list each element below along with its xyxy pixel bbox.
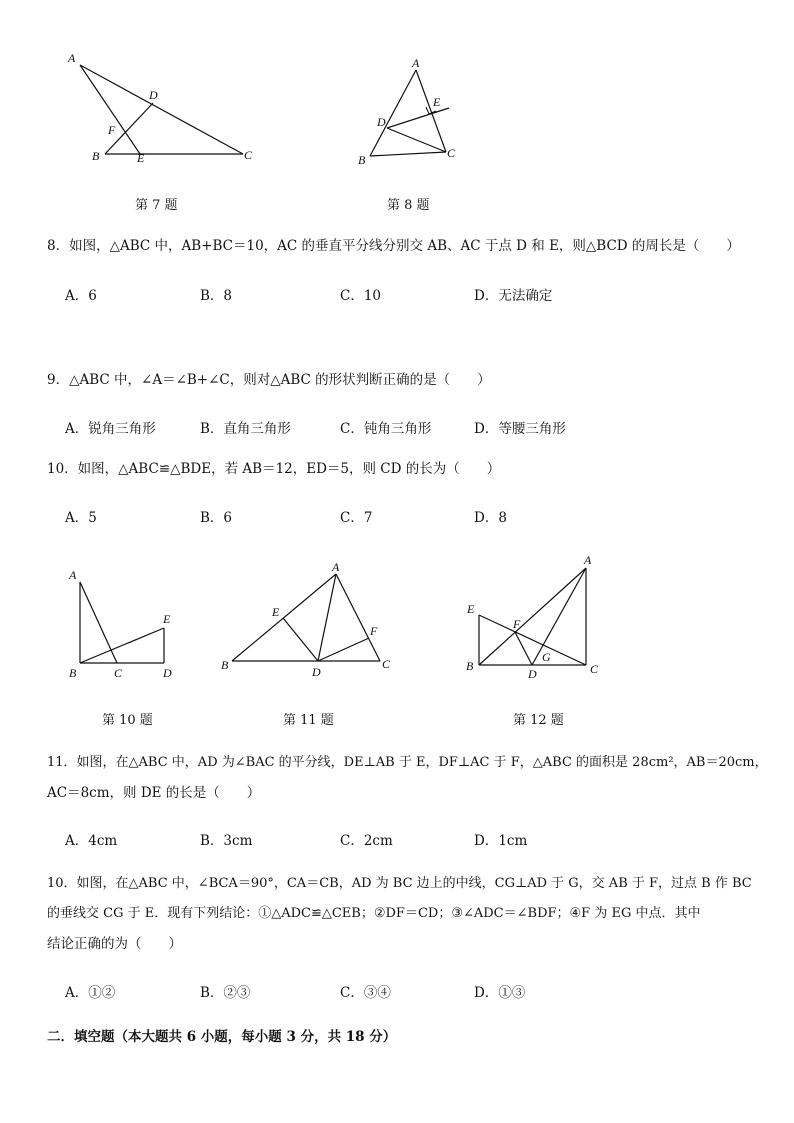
q10-option-b: B．6 bbox=[200, 510, 233, 526]
q8-option-b: B．8 bbox=[200, 288, 233, 304]
fig8-side-ab bbox=[370, 70, 416, 156]
q8-option-a: A．6 bbox=[65, 288, 97, 304]
fig8-label-d: D bbox=[377, 115, 386, 129]
fig11-label-a: A bbox=[332, 560, 340, 574]
fig8-label-c: C bbox=[447, 146, 456, 160]
question-11-line-1: 11．如图，在△ABC 中，AD 为∠BAC 的平分线，DE⊥AB 于 E，DF⊥AC 于 F，△ABC 的面积是 28cm²，AB＝20cm， bbox=[47, 755, 768, 770]
question-8: 8．如图，△ABC 中，AB+BC＝10，AC 的垂直平分线分别交 AB、AC 于点 D 和 E，则△BCD 的周长是（ ） bbox=[47, 238, 740, 254]
fig12-label-g: G bbox=[542, 650, 551, 664]
fig12-side-ab bbox=[479, 568, 586, 665]
q12-option-d: D．①③ bbox=[474, 985, 526, 1001]
question-12-line-1: 10．如图，在△ABC 中，∠BCA＝90°，CA＝CB，AD 为 BC 边上的中线，CG⊥AD 于 G，交 AB 于 F，过点 B 作 BC bbox=[47, 876, 752, 891]
q10-option-a: A．5 bbox=[65, 510, 97, 526]
fig11-label-f: F bbox=[370, 624, 378, 638]
q9-option-c: C．钝角三角形 bbox=[340, 421, 432, 437]
q12-option-c: C．③④ bbox=[340, 985, 391, 1001]
question-11-line-2: AC＝8cm，则 DE 的长是（ ） bbox=[47, 785, 261, 801]
q9-option-d: D．等腰三角形 bbox=[474, 421, 566, 437]
q10-option-c: C．7 bbox=[340, 510, 373, 526]
q8-option-c: C．10 bbox=[340, 288, 382, 304]
fig12-label-a: A bbox=[584, 553, 592, 567]
figure-7 bbox=[60, 48, 260, 173]
fig10-label-d: D bbox=[163, 666, 172, 680]
fig7-label-f: F bbox=[108, 123, 116, 137]
fig7-label-c: C bbox=[244, 148, 253, 162]
question-12-line-3: 结论正确的为（ ） bbox=[47, 936, 182, 952]
fig10-label-e: E bbox=[163, 612, 171, 626]
fig12-median-ad bbox=[532, 568, 586, 665]
fig8-side-bc bbox=[370, 152, 446, 156]
fig7-label-e: E bbox=[137, 151, 145, 165]
fig8-label-e: E bbox=[433, 95, 441, 109]
fig8-segment-dc bbox=[387, 128, 446, 152]
fig12-label-c: C bbox=[590, 662, 599, 676]
q11-option-c: C．2cm bbox=[340, 833, 393, 849]
fig10-side-be bbox=[80, 628, 164, 663]
figure-10-caption: 第 10 题 bbox=[102, 713, 153, 728]
q12-option-a: A．①② bbox=[65, 985, 116, 1001]
q11-option-a: A．4cm bbox=[65, 833, 118, 849]
q8-option-d: D．无法确定 bbox=[474, 288, 553, 304]
fig12-segment-fd bbox=[515, 632, 532, 665]
q9-option-a: A．锐角三角形 bbox=[65, 421, 156, 437]
question-10: 10．如图，△ABC≌△BDE，若 AB＝12，ED＝5，则 CD 的长为（ ） bbox=[47, 461, 501, 477]
q11-option-d: D．1cm bbox=[474, 833, 528, 849]
figure-8-caption: 第 8 题 bbox=[387, 198, 430, 213]
fig7-segment-ae bbox=[80, 65, 140, 154]
fig7-label-b: B bbox=[92, 149, 100, 163]
q9-option-b: B．直角三角形 bbox=[200, 421, 291, 437]
fig8-label-a: A bbox=[412, 56, 420, 70]
fig11-label-b: B bbox=[221, 658, 229, 672]
fig10-label-a: A bbox=[69, 568, 77, 582]
fig11-side-ac bbox=[336, 574, 380, 661]
fig12-label-d: D bbox=[528, 667, 537, 681]
figure-11 bbox=[215, 558, 400, 683]
q12-option-b: B．②③ bbox=[200, 985, 251, 1001]
fig11-label-e: E bbox=[272, 605, 280, 619]
figure-10 bbox=[60, 565, 190, 685]
fig12-label-e: E bbox=[467, 602, 475, 616]
figure-8 bbox=[350, 55, 460, 170]
figure-7-caption: 第 7 题 bbox=[135, 198, 178, 213]
question-9: 9．△ABC 中，∠A＝∠B+∠C，则对△ABC 的形状判断正确的是（ ） bbox=[47, 372, 491, 388]
fig7-side-ac bbox=[80, 65, 243, 154]
fig11-label-c: C bbox=[382, 657, 391, 671]
fig11-perp-de bbox=[283, 618, 318, 661]
fig11-label-d: D bbox=[312, 665, 321, 679]
question-12-line-2: 的垂线交 CG 于 E．现有下列结论：①△ADC≌△CEB；②DF＝CD；③∠ADC＝∠BDF；④F 为 EG 中点．其中 bbox=[47, 906, 701, 921]
fig7-label-a: A bbox=[68, 51, 76, 65]
section-heading-fill-in: 二．填空题（本大题共 6 小题，每小题 3 分，共 18 分） bbox=[47, 1029, 397, 1045]
fig8-perp-bisector bbox=[387, 108, 449, 128]
fig12-segment-ec bbox=[479, 615, 586, 665]
fig8-label-b: B bbox=[358, 153, 366, 167]
fig10-label-b: B bbox=[69, 666, 77, 680]
fig12-label-b: B bbox=[466, 659, 474, 673]
fig7-label-d: D bbox=[149, 88, 158, 102]
q10-option-d: D．8 bbox=[474, 510, 507, 526]
figure-12 bbox=[460, 548, 610, 683]
fig10-side-ac bbox=[80, 582, 117, 663]
fig10-label-c: C bbox=[114, 666, 123, 680]
fig11-perp-df bbox=[318, 638, 369, 661]
figure-12-caption: 第 12 题 bbox=[513, 713, 564, 728]
figure-11-caption: 第 11 题 bbox=[283, 713, 334, 728]
q11-option-b: B．3cm bbox=[200, 833, 253, 849]
fig12-label-f: F bbox=[513, 617, 521, 631]
